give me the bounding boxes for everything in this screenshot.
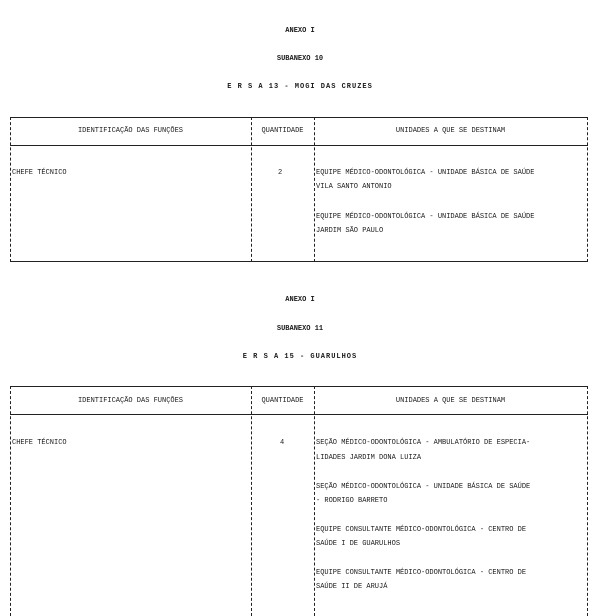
- functions-table-2: [10, 386, 588, 616]
- subannex-title-1: SUBANEXO 10: [276, 55, 324, 63]
- unidade-line: EQUIPE MÉDICO-ODONTOLÓGICA - UNIDADE BÁSICA DE SAÚDE: [316, 213, 535, 221]
- quantidade-cell: 2: [278, 169, 283, 177]
- header-unidades: UNIDADES A QUE SE DESTINAM: [395, 397, 506, 405]
- unidade-line: VILA SANTO ANTONIO: [316, 183, 392, 191]
- unidade-line: EQUIPE CONSULTANTE MÉDICO-ODONTOLÓGICA - CENTRO DE: [316, 569, 527, 577]
- table-top-border: [10, 117, 588, 118]
- table-right-border: [587, 117, 588, 262]
- header-quantidade: QUANTIDADE: [261, 127, 304, 135]
- ersa-title-1: E R S A 13 - MOGI DAS CRUZES: [227, 83, 373, 91]
- unidade-line: SEÇÃO MÉDICO-ODONTOLÓGICA - UNIDADE BÁSICA DE SAÚDE: [316, 483, 531, 491]
- unidade-line: SAÚDE II DE ARUJÁ: [316, 583, 388, 591]
- unidade-line: - RODRIGO BARRETO: [316, 497, 388, 505]
- unidade-line: LIDADES JARDIM DONA LUIZA: [316, 454, 422, 462]
- quantidade-cell: 4: [280, 439, 285, 447]
- table-top-border: [10, 386, 588, 387]
- unidade-line: JARDIM SÃO PAULO: [316, 227, 384, 235]
- annex-title-2: ANEXO I: [285, 296, 315, 304]
- unidade-line: SEÇÃO MÉDICO-ODONTOLÓGICA - AMBULATÓRIO DE ESPECIA-: [316, 439, 531, 447]
- table-left-border: [10, 117, 11, 262]
- functions-table-1: [10, 117, 588, 262]
- unidade-line: EQUIPE CONSULTANTE MÉDICO-ODONTOLÓGICA - CENTRO DE: [316, 526, 527, 534]
- table-right-border: [587, 386, 588, 616]
- header-unidades: UNIDADES A QUE SE DESTINAM: [395, 127, 506, 135]
- header-funcoes: IDENTIFICAÇÃO DAS FUNÇÕES: [77, 127, 184, 135]
- table-col-divider-1: [251, 386, 252, 616]
- annex-title-1: ANEXO I: [285, 27, 315, 35]
- table-col-divider-2: [314, 117, 315, 262]
- subannex-title-2: SUBANEXO 11: [276, 325, 324, 333]
- table-header-border: [10, 414, 588, 415]
- header-funcoes: IDENTIFICAÇÃO DAS FUNÇÕES: [77, 397, 184, 405]
- table-left-border: [10, 386, 11, 616]
- table-col-divider-2: [314, 386, 315, 616]
- funcao-cell: CHEFE TÉCNICO: [12, 169, 67, 177]
- unidade-line: SAÚDE I DE GUARULHOS: [316, 540, 401, 548]
- ersa-title-2: E R S A 15 - GUARULHOS: [242, 353, 358, 361]
- table-header-border: [10, 145, 588, 146]
- funcao-cell: CHEFE TÉCNICO: [12, 439, 67, 447]
- header-quantidade: QUANTIDADE: [261, 397, 304, 405]
- table-col-divider-1: [251, 117, 252, 262]
- table-bottom-border: [10, 261, 588, 262]
- unidade-line: EQUIPE MÉDICO-ODONTOLÓGICA - UNIDADE BÁSICA DE SAÚDE: [316, 169, 535, 177]
